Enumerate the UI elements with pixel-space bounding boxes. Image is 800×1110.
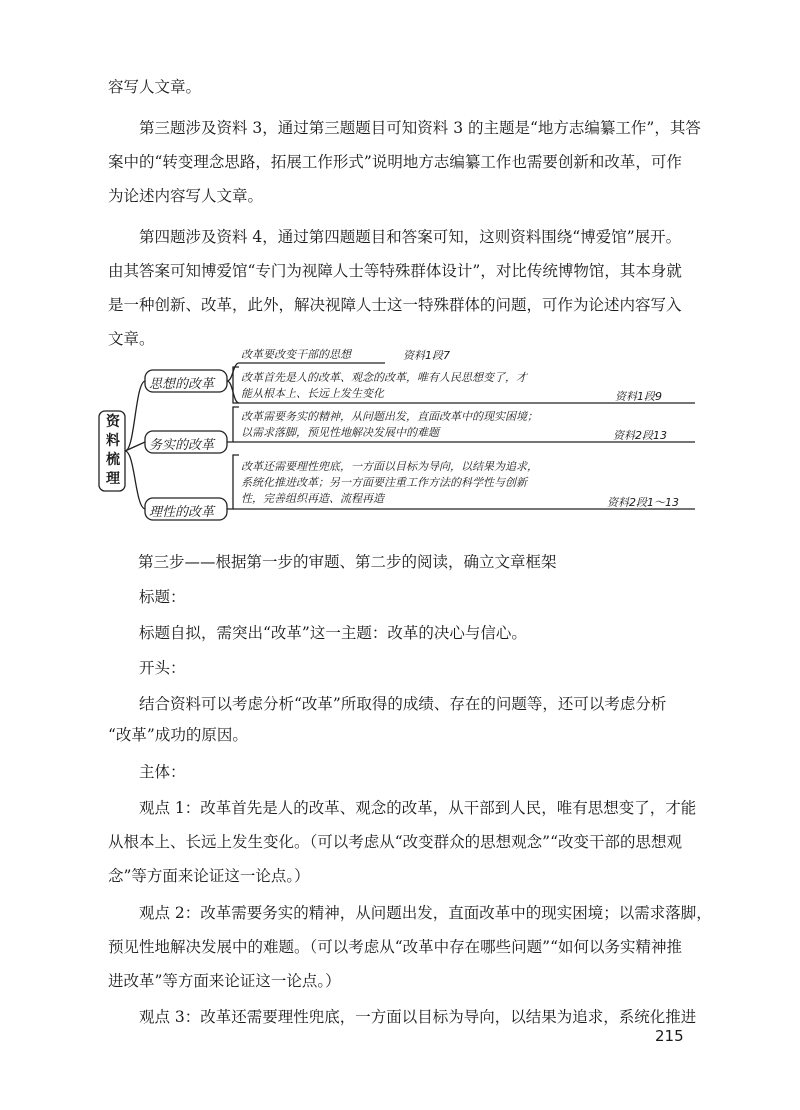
- paragraph-continuation: 容写人文章。: [108, 78, 202, 96]
- title-label: 标题：: [139, 588, 186, 606]
- opening-label: 开头：: [139, 659, 186, 677]
- paragraph-material3-line2: 案中的“转变理念思路，拓展工作形式”说明地方志编纂工作也需要创新和改革，可作: [108, 153, 682, 171]
- body-label: 主体：: [139, 763, 186, 781]
- leaf-3-source: 资料2段1～13: [607, 496, 679, 509]
- leaf-2-source: 资料2段13: [613, 429, 667, 442]
- leaf-3-text2: 系统化推进改革；另一方面要注重工作方法的科学性与创新: [241, 476, 527, 489]
- branch-label-practical: 务实的改革: [149, 438, 215, 453]
- leaf-1b-text2: 能从根本上、长远上发生变化: [241, 387, 384, 400]
- branch-label-thought: 思想的改革: [149, 377, 215, 392]
- connector-3a: [227, 455, 239, 509]
- leaf-1a-text: 改革要改变干部的思想: [241, 348, 351, 361]
- step3-heading: 第三步——根据第一步的审题、第二步的阅读，确立文章框架: [138, 553, 557, 571]
- connector-root-3: [125, 451, 145, 509]
- paragraph-material4-line3: 是一种创新、改革，此外，解决视障人士这一特殊群体的问题，可作为论述内容写入: [108, 296, 682, 314]
- paragraph-material4-line1: 第四题涉及资料 4，通过第四题题目和答案可知，这则资料围绕“博爱馆”展开。: [139, 228, 682, 246]
- viewpoint1-line1: 观点 1：改革首先是人的改革、观念的改革，从干部到人民，唯有思想变了，才能: [139, 799, 697, 817]
- paragraph-material4-line2: 由其答案可知博爱馆“专门为视障人士等特殊群体设计”，对比传统博物馆，其本身就: [108, 262, 682, 280]
- leaf-2-text2: 以需求落脚，预见性地解决发展中的难题: [241, 426, 439, 439]
- viewpoint2-line1: 观点 2：改革需要务实的精神，从问题出发，直面改革中的现实困境；以需求落脚，: [139, 904, 712, 922]
- leaf-2-text1: 改革需要务实的精神，从问题出发，直面改革中的现实困境；: [241, 410, 538, 423]
- opening-line2: “改革”成功的原因。: [108, 726, 248, 744]
- paragraph-material4-line4: 文章。: [108, 330, 155, 348]
- viewpoint1-line3: 念”等方面来论证这一论点。）: [108, 867, 310, 885]
- viewpoint3-line1: 观点 3：改革还需要理性兜底，一方面以目标为导向，以结果为追求，系统化推进: [139, 1008, 697, 1026]
- page-number: 215: [655, 1027, 684, 1045]
- viewpoint2-line3: 进改革”等方面来论证这一论点。）: [108, 972, 341, 990]
- opening-line1: 结合资料可以考虑分析“改革”所取得的成绩、存在的问题等，还可以考虑分析: [139, 695, 667, 713]
- connector-2a: [227, 407, 239, 442]
- leaf-3-text3: 性，完善组织再造、流程再造: [241, 492, 384, 505]
- leaf-1b-text1: 改革首先是人的改革、观念的改革，唯有人民思想变了，才: [241, 371, 527, 384]
- connector-root-2: [125, 442, 145, 451]
- material-mindmap: [95, 343, 705, 528]
- leaf-1a-source: 资料1段7: [403, 349, 450, 362]
- connector-root-1: [125, 381, 145, 451]
- leaf-1b-source: 资料1段9: [615, 390, 662, 403]
- leaf-3-text1: 改革还需要理性兜底，一方面以目标为导向，以结果为追求，: [241, 460, 538, 473]
- branch-label-rational: 理性的改革: [149, 505, 215, 520]
- title-text: 标题自拟，需突出“改革”这一主题：改革的决心与信心。: [139, 624, 527, 642]
- viewpoint1-line2: 从根本上、长远上发生变化。（可以考虑从“改变群众的思想观念”“改变干部的思想观: [108, 833, 683, 851]
- paragraph-material3-line3: 为论述内容写人文章。: [108, 187, 264, 205]
- viewpoint2-line2: 预见性地解决发展中的难题。（可以考虑从“改革中存在哪些问题”“如何以务实精神推: [108, 938, 683, 956]
- root-label: 资料梳理: [106, 414, 120, 487]
- paragraph-material3-line1: 第三题涉及资料 3，通过第三题题目可知资料 3 的主题是“地方志编纂工作”，其答: [139, 119, 701, 137]
